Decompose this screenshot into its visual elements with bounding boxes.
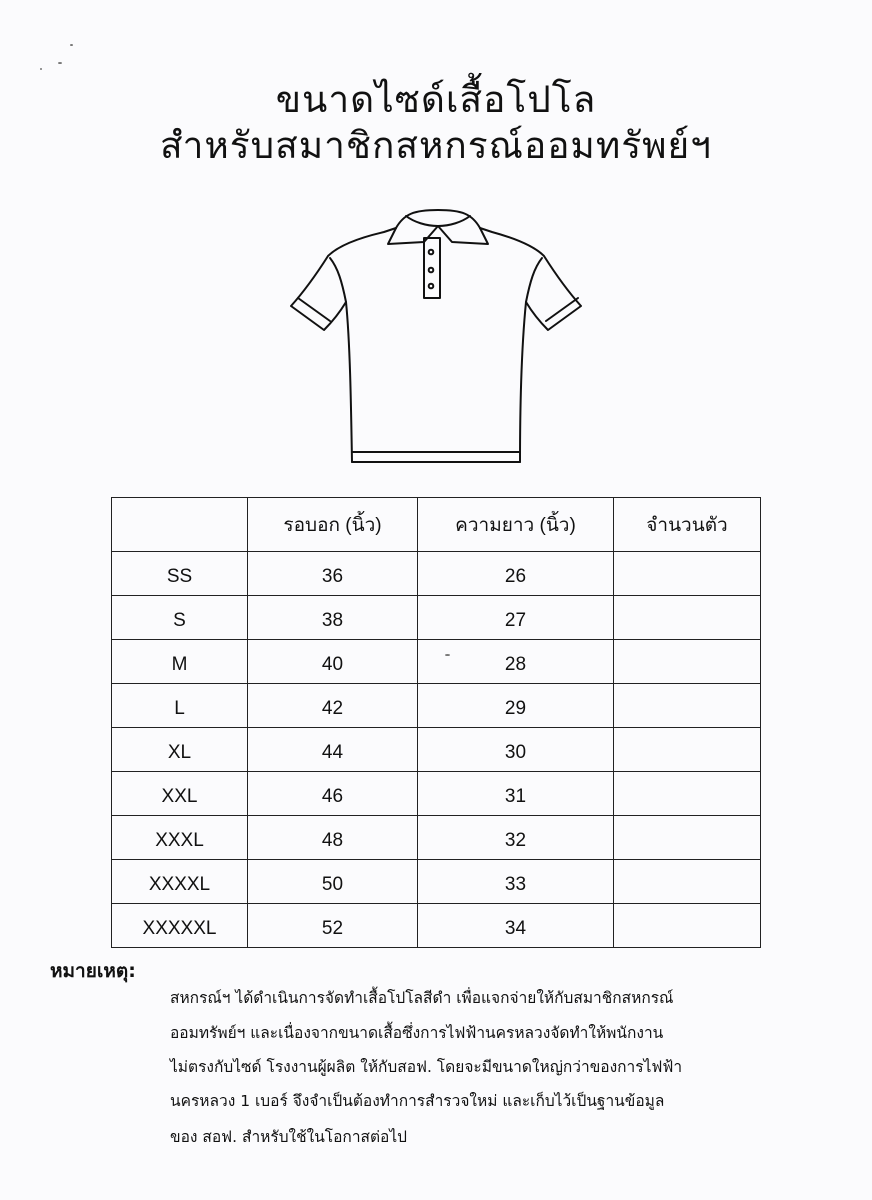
table-row (112, 728, 761, 772)
header-size (112, 498, 248, 552)
size-cell: XXL (112, 772, 248, 816)
length-cell: 27 (418, 596, 614, 640)
size-cell: XL (112, 728, 248, 772)
size-cell: XXXXL (112, 860, 248, 904)
note-line: ของ สอฟ. สำหรับใช้ในโอกาสต่อไป (170, 1128, 407, 1146)
size-cell: XXXL (112, 816, 248, 860)
table-header-row (112, 498, 761, 552)
length-cell: 33 (418, 860, 614, 904)
note-line: สหกรณ์ฯ ได้ดำเนินการจัดทำเสื้อโปโลสีดำ เพื่อแจกจ่ายให้กับสมาชิกสหกรณ์ (170, 989, 674, 1007)
length-cell: 30 (418, 728, 614, 772)
note-line: ไม่ตรงกับไซด์ โรงงานผู้ผลิต ให้กับสอฟ. โดยจะมีขนาดใหญ่กว่าของการไฟฟ้า (170, 1058, 683, 1076)
length-cell: 31 (418, 772, 614, 816)
chest-cell: 52 (248, 904, 418, 948)
length-cell: 26 (418, 552, 614, 596)
header-chest: รอบอก (นิ้ว) (248, 498, 418, 552)
size-cell: SS (112, 552, 248, 596)
size-cell: L (112, 684, 248, 728)
length-cell: 32 (418, 816, 614, 860)
size-cell: XXXXXL (112, 904, 248, 948)
length-cell: 28 (418, 640, 614, 684)
header-length: ความยาว (นิ้ว) (418, 498, 614, 552)
chest-cell: 42 (248, 684, 418, 728)
polo-shirt-illustration (288, 202, 588, 478)
table-row (112, 816, 761, 860)
chest-cell: 44 (248, 728, 418, 772)
quantity-cell (614, 596, 761, 640)
quantity-cell (614, 684, 761, 728)
quantity-cell (614, 816, 761, 860)
chest-cell: 46 (248, 772, 418, 816)
table-row (112, 904, 761, 948)
length-cell: 29 (418, 684, 614, 728)
quantity-cell (614, 860, 761, 904)
size-cell: S (112, 596, 248, 640)
length-cell: 34 (418, 904, 614, 948)
chest-cell: 40 (248, 640, 418, 684)
table-row (112, 552, 761, 596)
table-row (112, 684, 761, 728)
quantity-cell (614, 552, 761, 596)
table-row (112, 772, 761, 816)
page-subtitle: สำหรับสมาชิกสหกรณ์ออมทรัพย์ฯ (160, 124, 712, 167)
chest-cell: 36 (248, 552, 418, 596)
quantity-cell (614, 772, 761, 816)
table-row (112, 596, 761, 640)
size-cell: M (112, 640, 248, 684)
table-row (112, 860, 761, 904)
chest-cell: 48 (248, 816, 418, 860)
quantity-cell (614, 640, 761, 684)
quantity-cell (614, 904, 761, 948)
page-title: ขนาดไซด์เสื้อโปโล (275, 78, 597, 121)
note-line: นครหลวง 1 เบอร์ จึงจำเป็นต้องทำการสำรวจใหม่ และเก็บไว้เป็นฐานข้อมูล (170, 1092, 665, 1110)
table-row (112, 640, 761, 684)
note-line: ออมทรัพย์ฯ และเนื่องจากขนาดเสื้อซึ่งการไฟฟ้านครหลวงจัดทำให้พนักงาน (170, 1024, 664, 1042)
header-quantity: จำนวนตัว (614, 498, 761, 552)
chest-cell: 38 (248, 596, 418, 640)
note-label: หมายเหตุ: (50, 960, 136, 982)
quantity-cell (614, 728, 761, 772)
size-table (111, 497, 761, 948)
chest-cell: 50 (248, 860, 418, 904)
